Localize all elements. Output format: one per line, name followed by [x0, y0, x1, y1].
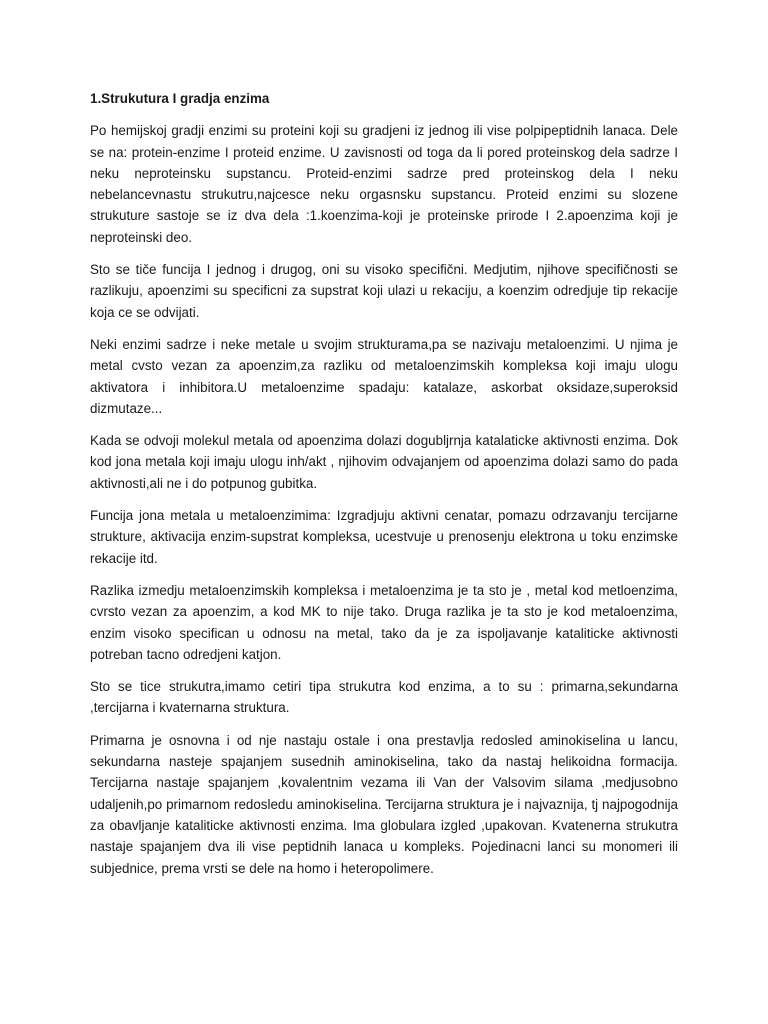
paragraph-metalloenzymes: Neki enzimi sadrze i neke metale u svojim strukturama,pa se nazivaju metaloenzimi. U njima je metal cvsto vezan za apoenzim,za razliku od metaloenzimskih kompleksa koji imaju ulogu aktivatora i inhibitora.U metaloenzime spadaju: katalaze, askorbat oksidaze,superoksid dizmutaze... — [90, 336, 678, 416]
section-heading: 1.Strukutura I gradja enzima — [90, 91, 270, 106]
paragraph-metal-ion-function: Funcija jona metala u metaloenzimima: Izgradjuju aktivni cenatar, pomazu odrzavanju tercijarne strukture, aktivacija enzim-supstrat kompleksa, ucestvuje u prenosenju elektrona u toku enzimske rekacije itd. — [90, 508, 678, 566]
paragraph-structure-levels: Primarna je osnovna i od nje nastaju ostale i ona prestavlja redosled aminokiselina u lancu, sekundarna nasteje spajanjem susednih aminokiselina, tako da nastaj helikoidna formacija. Tercijarna nastaje spajanjem ,kovalentnim vezama ili Van der Valsovim silama ,medjusobno udaljenih,po primarnom redosledu aminokiselina. Tercijarna struktura je i najvaznija, tj najpogodnija za obavljanje kataliticke aktivnosti enzima. Ima globulara izgled ,upakovan. Kvatenerna strukutra nastaje spajanjem dva ili vise peptidnih lanaca u kompleks. Pojedinacni lanci su monomeri ili subjednice, prema vrsti se dele na homo i heteropolimere. — [90, 732, 678, 876]
paragraph-metal-removal: Kada se odvoji molekul metala od apoenzima dolazi dogubljrnja katalaticke aktivnosti enzima. Dok kod jona metala koji imaju ulogu inh/akt , njihovim odvajanjem od apoenzima dolazi samo do pada aktivnosti,ali ne i do potpunog gubitka. — [90, 433, 678, 491]
paragraph-structure-types: Sto se tice strukutra,imamo cetiri tipa strukutra kod enzima, a to su : primarna,sekundarna ,tercijarna i kvaternarna struktura. — [90, 679, 678, 716]
paragraph-difference: Razlika izmedju metaloenzimskih kompleksa i metaloenzima je ta sto je , metal kod metloenzima, cvrsto vezan za apoenzim, a kod MK to nije tako. Druga razlika je ta sto je kod metaloenzima, enzim visoko specifican u odnosu na metal, tako da je za ispoljavanje kataliticke aktivnosti potreban tacno odredjeni katjon. — [90, 582, 678, 662]
document-page — [90, 88, 678, 890]
paragraph-specificity: Sto se tiče funcija I jednog i drugog, oni su visoko specifični. Medjutim, njihove specifičnosti se razlikuju, apoenzimi su specificni za supstrat koji ulazi u rekaciju, a koenzim odredjuje tip rekacije koja ce se odvijati. — [90, 262, 678, 320]
paragraph-chemical-structure: Po hemijskoj gradji enzimi su proteini koji su gradjeni iz jednog ili vise polpipeptidnih lanaca. Dele se na: protein-enzime I proteid enzime. U zavisnosti od toga da li pored proteinskog dela sadrze I neku neproteinsku supstancu. Proteid-enzimi sadrze pred proteinskog dela I neku nebelancevnastu strukutru,najcesce neku orgasnsku supstancu. Proteid enzimi su slozene strukuture sastoje se iz dva dela :1.koenzima-koji je proteinske prirode I 2.apoenzima koji je neproteinski deo. — [90, 123, 678, 245]
